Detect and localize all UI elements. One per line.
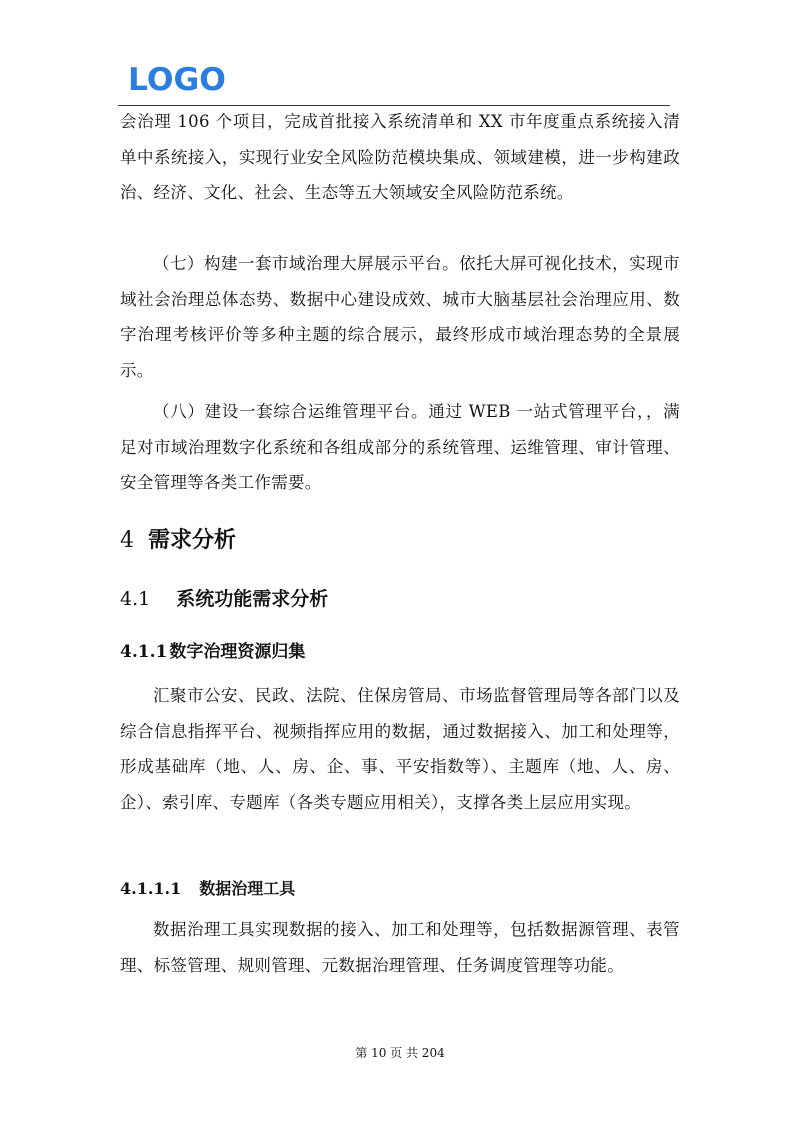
page-number-footer: 第 10 页 共 204 <box>355 1046 445 1060</box>
section-title: 系统功能需求分析 <box>176 588 329 610</box>
section-number: 4 <box>120 528 134 553</box>
paragraph-data-governance-tool: 数据治理工具实现数据的接入、加工和处理等，包括数据源管理、表管理、标签管理、规则管理、元数据治理管理、任务调度管理等功能。 <box>120 920 680 975</box>
section-title: 数据治理工具 <box>199 879 296 898</box>
paragraph-item-seven: （七）构建一套市域治理大屏展示平台。依托大屏可视化技术，实现市域社会治理总体态势、数据中心建设成效、城市大脑基层社会治理应用、数字治理考核评价等多种主题的综合展示，最终形成市域治理态势的全景展示。 <box>120 254 680 380</box>
paragraph-intro-continued: 会治理 106 个项目，完成首批接入系统清单和 XX 市年度重点系统接入清单中系统接入，实现行业安全风险防范模块集成、领域建模，进一步构建政治、经济、文化、社会、生态等五大领域安全风险防范系统。 <box>120 112 680 202</box>
section-title: 数字治理资源归集 <box>169 642 306 662</box>
section-heading-4-1-1-1 <box>120 876 295 899</box>
section-number: 4.1 <box>120 588 151 610</box>
section-heading-4-1-1 <box>120 637 305 662</box>
logo-text: LOGO <box>128 62 226 94</box>
section-number: 4.1.1.1 <box>120 879 182 898</box>
section-number: 4.1.1 <box>120 642 168 662</box>
logo <box>128 62 228 94</box>
section-heading-4 <box>120 523 236 554</box>
section-heading-4-1 <box>120 584 328 611</box>
paragraph-resource-collection: 汇聚市公安、民政、法院、住保房管局、市场监督管理局等各部门以及综合信息指挥平台、视频指挥应用的数据，通过数据接入、加工和处理等，形成基础库（地、人、房、企、事、平安指数等）、主题库（地、人、房、企）、索引库、专题库（各类专题应用相关），支撑各类上层应用实现。 <box>120 686 680 812</box>
section-title: 需求分析 <box>148 528 237 553</box>
paragraph-item-eight: （八）建设一套综合运维管理平台。通过 WEB 一站式管理平台，，满足对市域治理数字化系统和各组成部分的系统管理、运维管理、审计管理、安全管理等各类工作需要。 <box>120 402 680 492</box>
